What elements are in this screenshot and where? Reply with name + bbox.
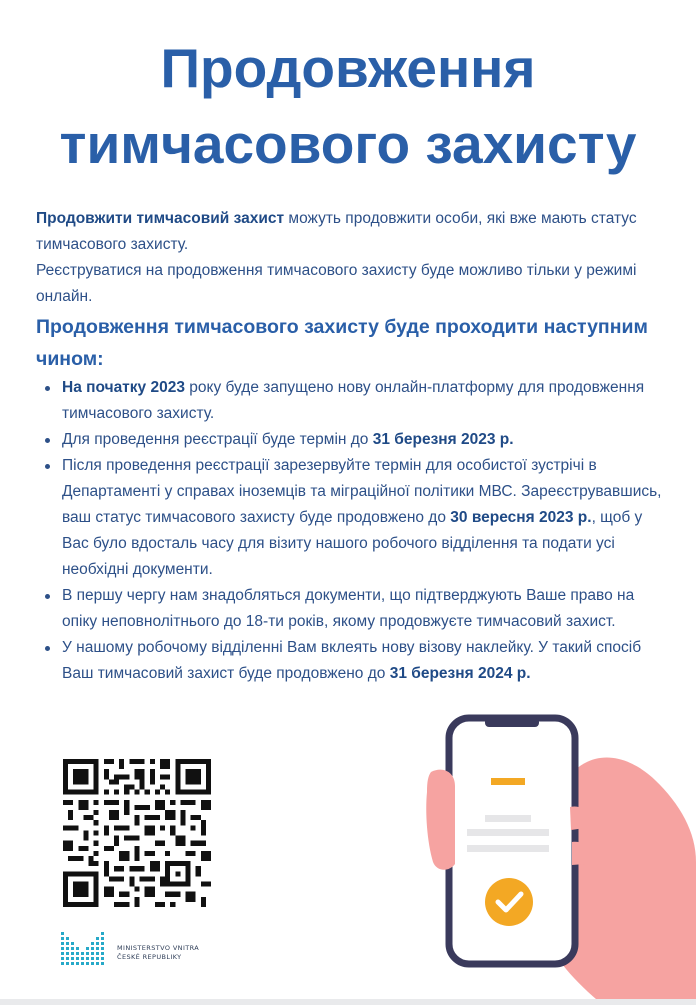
intro-text <box>36 206 666 310</box>
page-title <box>0 30 696 182</box>
ministry-name-line-2: ČESKÉ REPUBLIKY <box>117 953 182 961</box>
bullet-5-bold: 31 березня 2024 р. <box>389 665 531 682</box>
bottom-divider <box>0 999 696 1005</box>
intro-paragraph-1 <box>36 206 666 258</box>
ministry-name <box>117 944 199 962</box>
ministry-logo-block <box>60 929 260 973</box>
section-heading: Продовження тимчасового захисту буде проходити наступним чином: <box>36 316 648 370</box>
bullet-2-text: Для проведення реєстрації буде термін до <box>62 431 373 448</box>
qr-code[interactable] <box>63 759 211 907</box>
list-item <box>36 375 672 427</box>
bullet-4-text: В першу чергу нам знадобляться документи, що підтверджують Ваше право на опіку неповнолітнього до 18-ти років, якому продовжуєте тимчасовий захист. <box>62 587 635 630</box>
phone-in-hand-illustration <box>425 712 696 1005</box>
bullet-3-bold: 30 вересня 2023 р. <box>450 509 592 526</box>
bullet-5-text: У нашому робочому відділенні Вам вклеять нову візову наклейку. У такий спосіб Ваш тимчасовий захист буде продовжено до <box>62 639 642 682</box>
list-item <box>36 427 672 453</box>
intro-paragraph-2: Реєструватися на продовження тимчасового захисту буде можливо тільки у режимі онлайн. <box>36 262 637 305</box>
ministry-name-line-1: MINISTERSTVO VNITRA <box>117 944 200 952</box>
list-item <box>36 635 672 687</box>
title-line-1: Продовження <box>160 37 536 99</box>
steps-list <box>36 375 672 687</box>
bullet-3-text: Після проведення реєстрації зарезервуйте термін для особистої зустрічі в Департаменті у справах іноземців та міграційної політики МВС. Зареєструвавшись, ваш статус тимчасового захисту буде продовжено до <box>62 457 662 526</box>
intro-bold: Продовжити тимчасовий захист <box>36 210 285 227</box>
bullet-1-text: року буде запущено нову онлайн-платформу для продовження тимчасового захисту. <box>62 379 645 422</box>
intro-rest: можуть продовжити особи, які вже мають статус тимчасового захисту. <box>36 210 637 253</box>
bullet-3-text-2: , щоб у Вас було вдосталь часу для візиту нашого робочого відділення та подати усі необхідні документи. <box>62 509 643 578</box>
list-item <box>36 453 672 583</box>
ministry-logo <box>60 929 108 969</box>
title-line-2: тимчасового захисту <box>59 113 637 175</box>
check-icon <box>485 878 533 926</box>
bullet-1-bold: На початку 2023 <box>62 379 185 396</box>
list-item <box>36 583 672 635</box>
bullet-2-bold: 31 березня 2023 р. <box>372 431 514 448</box>
